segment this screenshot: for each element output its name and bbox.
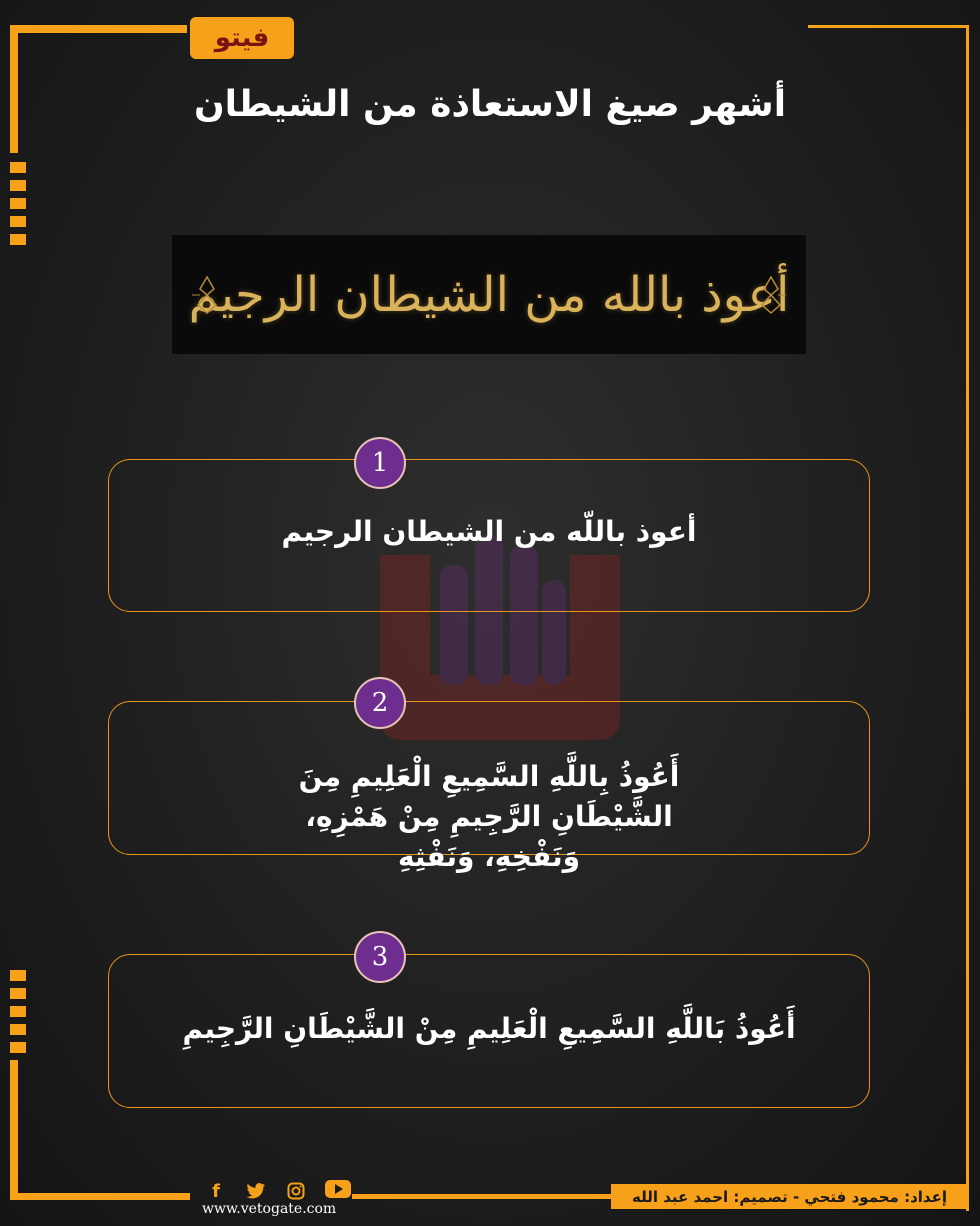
frame-stripes-top (10, 162, 26, 252)
frame-stripes-bottom (10, 970, 26, 1060)
page-title: أشهر صيغ الاستعاذة من الشيطان (193, 84, 787, 125)
card-1 (108, 459, 870, 612)
banner-calligraphy-text: أعوذ بالله من الشيطان الرجيم (188, 266, 790, 323)
youtube-icon[interactable] (325, 1180, 351, 1198)
facebook-icon[interactable]: f (212, 1180, 220, 1202)
frame-left-bottom-bar (10, 1060, 18, 1200)
website-url[interactable]: www.vetogate.com (202, 1201, 337, 1217)
card-2-number-badge: 2 (354, 677, 406, 729)
card-1-number-badge: 1 (354, 437, 406, 489)
social-icons (205, 1180, 351, 1202)
card-1-text: أعوذ باللّه من الشيطان الرجيم (281, 515, 697, 548)
calligraphy-banner (172, 235, 806, 354)
frame-right-bar (966, 25, 969, 1211)
ornament-right-icon (756, 275, 786, 315)
twitter-icon[interactable] (245, 1180, 267, 1202)
frame-top-bar (10, 25, 187, 33)
logo-text: فيتو (214, 23, 270, 53)
credits-bar: إعداد: محمود فتحي - تصميم: احمد عبد الله (611, 1184, 968, 1209)
card-2 (108, 701, 870, 873)
instagram-icon[interactable] (285, 1180, 307, 1202)
ornament-left-icon (192, 275, 222, 315)
frame-bottom-left-bar (10, 1193, 190, 1200)
card-3-text: أَعُوذُ بَاللَّهِ السَّمِيعِ الْعَلِيمِ مِنْ الشَّيْطَانِ الرَّجِيمِ (182, 1012, 796, 1045)
card-3 (108, 954, 870, 1108)
frame-left-bar (10, 25, 18, 153)
frame-bottom-bar (352, 1194, 615, 1199)
card-3-number-badge: 3 (354, 931, 406, 983)
frame-right-top-bar (808, 25, 969, 28)
card-2-text: أَعُوذُ بِاللَّهِ السَّمِيعِ الْعَلِيمِ مِنَ الشَّيْطَانِ الرَّجِيمِ مِنْ هَمْزِهِ، وَنَفْخِهِ، وَنَفْثِهِ (298, 760, 680, 873)
veto-logo (190, 17, 294, 59)
